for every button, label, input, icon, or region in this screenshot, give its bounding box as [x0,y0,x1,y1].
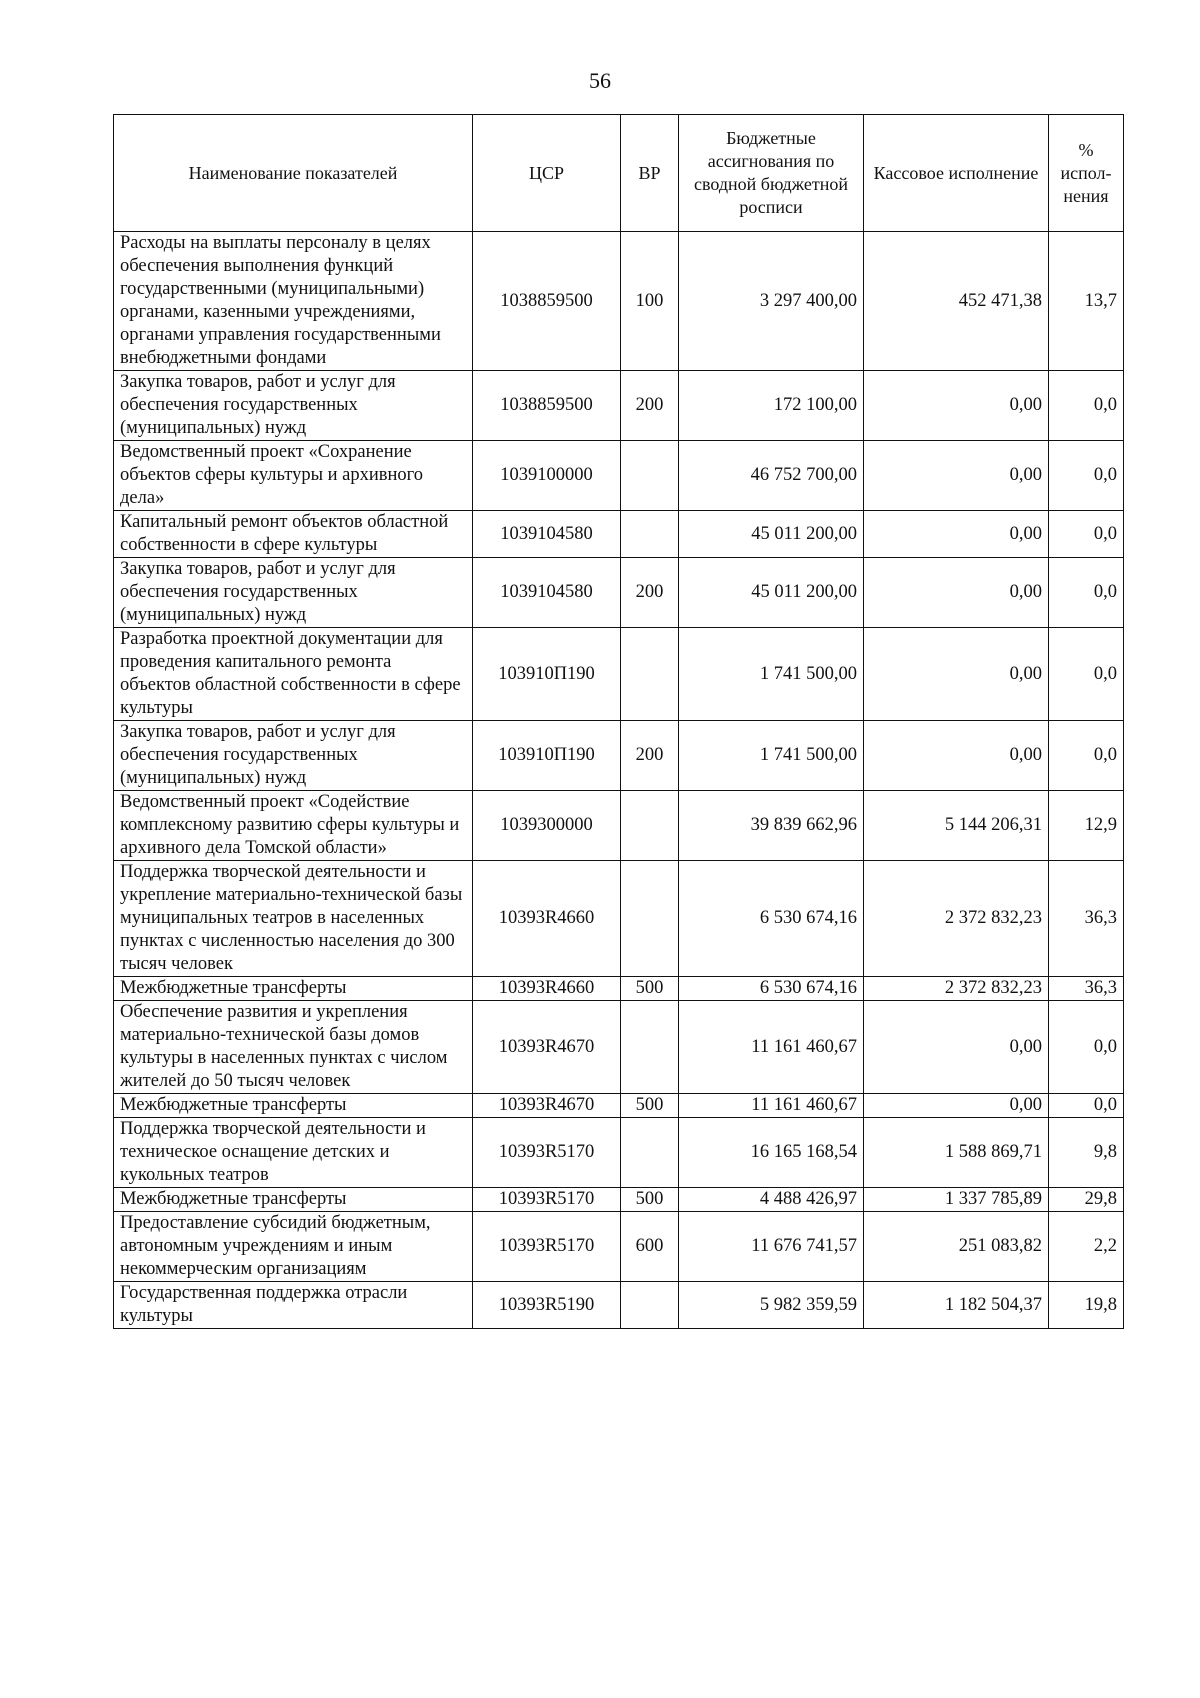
table-row [114,791,1124,861]
cell-cash: 452 471,38 [864,232,1049,371]
table-row [114,1118,1124,1188]
cell-cash: 1 337 785,89 [864,1188,1049,1212]
table-row [114,441,1124,511]
cell-name: Капитальный ремонт объектов областной собственности в сфере культуры [114,511,473,558]
cell-name: Закупка товаров, работ и услуг для обеспечения государственных (муниципальных) нужд [114,371,473,441]
cell-name: Обеспечение развития и укрепления материально-технической базы домов культуры в населенных пунктах с числом жителей до 50 тысяч человек [114,1001,473,1094]
cell-assignments: 39 839 662,96 [679,791,864,861]
cell-assignments: 45 011 200,00 [679,511,864,558]
cell-assignments: 5 982 359,59 [679,1282,864,1329]
cell-assignments: 3 297 400,00 [679,232,864,371]
header-assignments: Бюджетные ассигнования по сводной бюджетной росписи [679,115,864,232]
cell-pct: 36,3 [1049,977,1124,1001]
cell-csr: 1039104580 [473,511,621,558]
cell-vr: 500 [621,1094,679,1118]
cell-name: Разработка проектной документации для проведения капитального ремонта объектов областной собственности в сфере культуры [114,628,473,721]
table-row [114,977,1124,1001]
cell-pct: 0,0 [1049,1001,1124,1094]
cell-pct: 0,0 [1049,721,1124,791]
cell-csr: 10393R4670 [473,1001,621,1094]
cell-csr: 10393R4660 [473,861,621,977]
cell-name: Закупка товаров, работ и услуг для обеспечения государственных (муниципальных) нужд [114,721,473,791]
table-row [114,371,1124,441]
cell-name: Ведомственный проект «Сохранение объектов сферы культуры и архивного дела» [114,441,473,511]
page-number: 56 [589,68,611,93]
cell-vr [621,628,679,721]
table-row [114,1001,1124,1094]
cell-assignments: 1 741 500,00 [679,628,864,721]
header-name: Наименование показателей [114,115,473,232]
cell-cash: 1 588 869,71 [864,1118,1049,1188]
table-row [114,1282,1124,1329]
cell-cash: 0,00 [864,511,1049,558]
cell-assignments: 11 676 741,57 [679,1212,864,1282]
cell-assignments: 6 530 674,16 [679,861,864,977]
cell-pct: 0,0 [1049,1094,1124,1118]
cell-name: Межбюджетные трансферты [114,977,473,1001]
cell-cash: 0,00 [864,721,1049,791]
cell-cash: 2 372 832,23 [864,861,1049,977]
table-header-row [114,115,1124,232]
cell-assignments: 172 100,00 [679,371,864,441]
cell-vr [621,1118,679,1188]
table-row [114,1094,1124,1118]
cell-assignments: 1 741 500,00 [679,721,864,791]
cell-assignments: 11 161 460,67 [679,1094,864,1118]
cell-name: Предоставление субсидий бюджетным, автономным учреждениям и иным некоммерческим организациям [114,1212,473,1282]
cell-cash: 0,00 [864,441,1049,511]
cell-csr: 10393R5170 [473,1118,621,1188]
table-row [114,558,1124,628]
cell-assignments: 46 752 700,00 [679,441,864,511]
cell-vr: 200 [621,558,679,628]
cell-vr [621,861,679,977]
cell-csr: 10393R4660 [473,977,621,1001]
cell-vr: 200 [621,371,679,441]
cell-pct: 0,0 [1049,371,1124,441]
cell-cash: 251 083,82 [864,1212,1049,1282]
cell-vr [621,1282,679,1329]
cell-name: Межбюджетные трансферты [114,1188,473,1212]
table-row [114,232,1124,371]
cell-cash: 0,00 [864,628,1049,721]
cell-assignments: 11 161 460,67 [679,1001,864,1094]
cell-csr: 1038859500 [473,232,621,371]
cell-vr: 100 [621,232,679,371]
header-csr: ЦСР [473,115,621,232]
table-row [114,511,1124,558]
cell-assignments: 4 488 426,97 [679,1188,864,1212]
cell-pct: 0,0 [1049,511,1124,558]
cell-pct: 0,0 [1049,558,1124,628]
cell-pct: 12,9 [1049,791,1124,861]
cell-vr: 200 [621,721,679,791]
cell-vr [621,791,679,861]
table-row [114,1188,1124,1212]
table-row [114,861,1124,977]
cell-vr: 500 [621,977,679,1001]
cell-vr: 500 [621,1188,679,1212]
cell-assignments: 45 011 200,00 [679,558,864,628]
cell-name: Государственная поддержка отрасли культуры [114,1282,473,1329]
cell-pct: 19,8 [1049,1282,1124,1329]
cell-name: Ведомственный проект «Содействие комплексному развитию сферы культуры и архивного дела Томской области» [114,791,473,861]
cell-cash: 0,00 [864,558,1049,628]
table-row [114,628,1124,721]
cell-csr: 1039100000 [473,441,621,511]
cell-csr: 1038859500 [473,371,621,441]
cell-name: Межбюджетные трансферты [114,1094,473,1118]
cell-csr: 10393R4670 [473,1094,621,1118]
cell-name: Поддержка творческой деятельности и техническое оснащение детских и кукольных театров [114,1118,473,1188]
cell-vr [621,1001,679,1094]
cell-pct: 36,3 [1049,861,1124,977]
cell-csr: 1039104580 [473,558,621,628]
cell-csr: 103910П190 [473,721,621,791]
cell-pct: 0,0 [1049,628,1124,721]
table-row [114,721,1124,791]
cell-name: Закупка товаров, работ и услуг для обеспечения государственных (муниципальных) нужд [114,558,473,628]
cell-csr: 103910П190 [473,628,621,721]
cell-pct: 0,0 [1049,441,1124,511]
cell-cash: 0,00 [864,1001,1049,1094]
cell-vr: 600 [621,1212,679,1282]
cell-assignments: 16 165 168,54 [679,1118,864,1188]
cell-csr: 10393R5190 [473,1282,621,1329]
cell-name: Поддержка творческой деятельности и укрепление материально-технической базы муниципальных театров в населенных пунктах с численностью населения до 300 тысяч человек [114,861,473,977]
cell-cash: 0,00 [864,1094,1049,1118]
cell-vr [621,441,679,511]
header-cash: Кассовое исполнение [864,115,1049,232]
cell-vr [621,511,679,558]
cell-pct: 2,2 [1049,1212,1124,1282]
cell-assignments: 6 530 674,16 [679,977,864,1001]
header-pct: % испол-нения [1049,115,1124,232]
cell-pct: 13,7 [1049,232,1124,371]
cell-csr: 1039300000 [473,791,621,861]
cell-csr: 10393R5170 [473,1188,621,1212]
cell-name: Расходы на выплаты персоналу в целях обеспечения выполнения функций государственными (муниципальными) органами, казенными учреждениями, органами управления государственными внебюджетными фондами [114,232,473,371]
header-vr: ВР [621,115,679,232]
cell-cash: 0,00 [864,371,1049,441]
cell-cash: 1 182 504,37 [864,1282,1049,1329]
cell-pct: 9,8 [1049,1118,1124,1188]
cell-csr: 10393R5170 [473,1212,621,1282]
cell-cash: 5 144 206,31 [864,791,1049,861]
table-row [114,1212,1124,1282]
cell-cash: 2 372 832,23 [864,977,1049,1001]
budget-table [113,114,1124,1329]
table-body [114,232,1124,1329]
cell-pct: 29,8 [1049,1188,1124,1212]
